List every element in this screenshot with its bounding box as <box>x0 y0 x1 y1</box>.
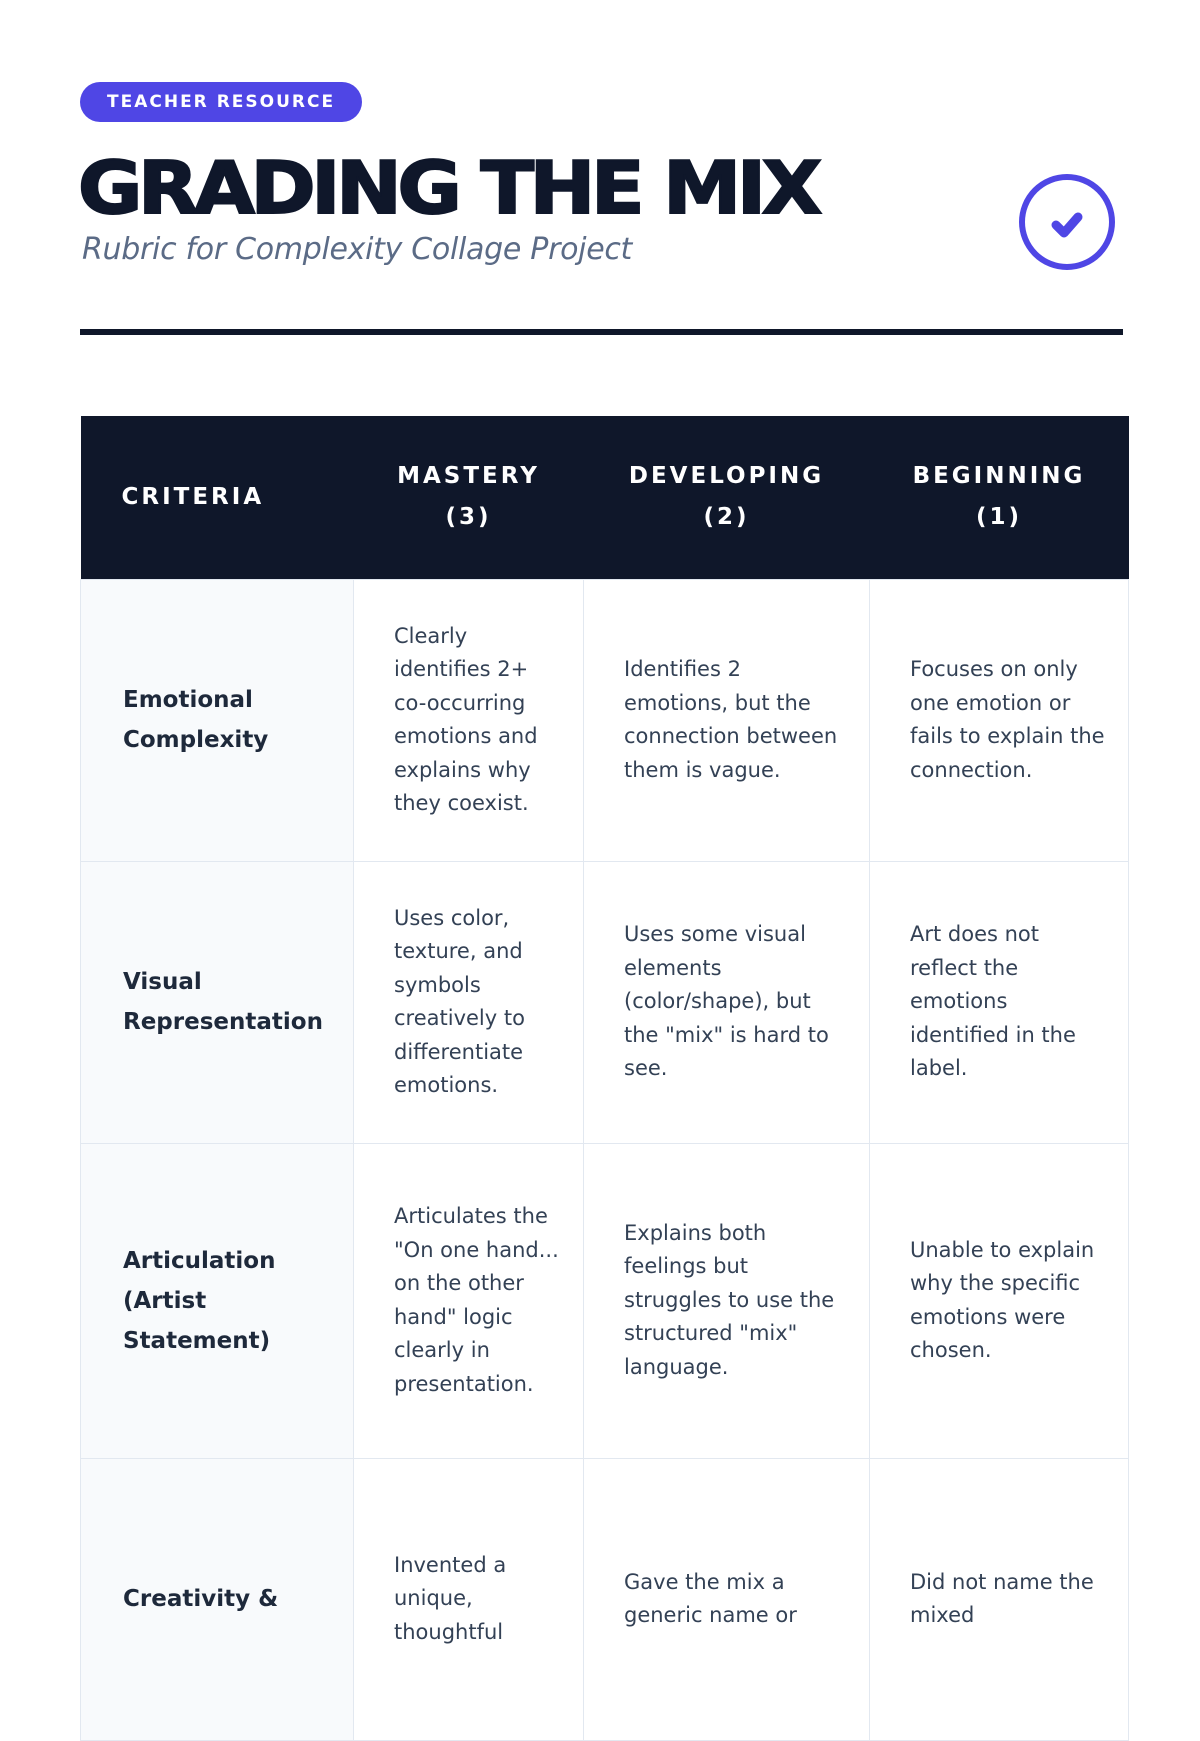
developing-cell: Identifies 2 emotions, but the connection between them is vague. <box>584 579 870 861</box>
teacher-resource-badge: TEACHER RESOURCE <box>80 82 362 122</box>
developing-cell: Explains both feelings but struggles to use the structured "mix" language. <box>584 1143 870 1458</box>
check-circle-icon <box>1019 174 1115 270</box>
table-row <box>81 1143 1129 1458</box>
table-row <box>81 579 1129 861</box>
criteria-cell: Creativity & <box>81 1458 354 1740</box>
header-divider <box>80 329 1123 335</box>
table-row <box>81 1458 1129 1740</box>
mastery-cell: Articulates the "On one hand... on the other hand" logic clearly in presentation. <box>354 1143 584 1458</box>
criteria-cell: Visual Representation <box>81 861 354 1143</box>
page-subtitle: Rubric for Complexity Collage Project <box>82 232 633 267</box>
beginning-cell: Unable to explain why the specific emotions were chosen. <box>870 1143 1129 1458</box>
header-mastery-score: (3) <box>445 504 492 531</box>
mastery-cell: Clearly identifies 2+ co-occurring emotions and explains why they coexist. <box>354 579 584 861</box>
mastery-cell: Invented a unique, thoughtful <box>354 1458 584 1740</box>
beginning-cell: Focuses on only one emotion or fails to explain the connection. <box>870 579 1129 861</box>
header-mastery-label: MASTERY <box>397 463 540 490</box>
mastery-cell: Uses color, texture, and symbols creatively to differentiate emotions. <box>354 861 584 1143</box>
header-developing-label: DEVELOPING <box>628 463 825 490</box>
header-developing-score: (2) <box>703 504 750 531</box>
developing-cell: Gave the mix a generic name or <box>584 1458 870 1740</box>
rubric-header-row <box>81 416 1129 579</box>
criteria-cell: Emotional Complexity <box>81 579 354 861</box>
header-beginning-label: BEGINNING <box>912 463 1086 490</box>
beginning-cell: Art does not reflect the emotions identified in the label. <box>870 861 1129 1143</box>
rubric-table <box>80 416 1129 1741</box>
header-developing <box>584 416 870 579</box>
table-row <box>81 861 1129 1143</box>
beginning-cell: Did not name the mixed <box>870 1458 1129 1740</box>
page-title: GRADING THE MIX <box>78 146 818 230</box>
header-beginning <box>870 416 1129 579</box>
header-criteria: CRITERIA <box>81 416 354 579</box>
checkmark-icon <box>1025 180 1109 264</box>
header-mastery <box>354 416 584 579</box>
criteria-cell: Articulation (Artist Statement) <box>81 1143 354 1458</box>
header-beginning-score: (1) <box>975 504 1023 531</box>
developing-cell: Uses some visual elements (color/shape), but the "mix" is hard to see. <box>584 861 870 1143</box>
